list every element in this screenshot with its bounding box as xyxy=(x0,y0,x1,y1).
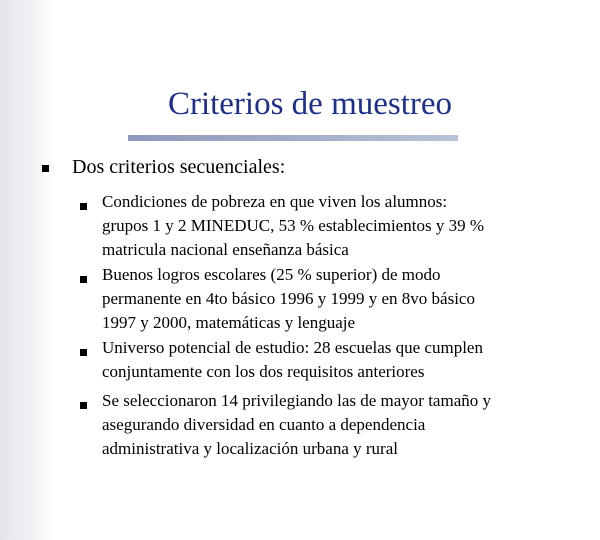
sub-point xyxy=(102,190,572,262)
square-bullet-icon xyxy=(80,203,87,210)
sub-point xyxy=(102,336,572,384)
sub-point xyxy=(102,389,572,461)
title-underline xyxy=(128,135,458,141)
main-point: Dos criterios secuenciales: xyxy=(72,156,286,178)
sub-point xyxy=(102,263,572,335)
sub-point-line: asegurando diversidad en cuanto a dependencia xyxy=(102,415,426,434)
sub-point-line: Se seleccionaron 14 privilegiando las de mayor tamaño y xyxy=(102,391,491,410)
sub-point-line: matricula nacional enseñanza básica xyxy=(102,240,349,259)
square-bullet-icon xyxy=(42,165,49,172)
sub-point-line: Condiciones de pobreza en que viven los alumnos: xyxy=(102,192,448,211)
square-bullet-icon xyxy=(80,349,87,356)
square-bullet-icon xyxy=(80,276,87,283)
square-bullet-icon xyxy=(80,402,87,409)
sub-point-line: 1997 y 2000, matemáticas y lenguaje xyxy=(102,313,356,332)
left-gradient-band xyxy=(0,0,54,540)
sub-point-line: conjuntamente con los dos requisitos anteriores xyxy=(102,362,425,381)
sub-point-line: grupos 1 y 2 MINEDUC, 53 % establecimientos y 39 % xyxy=(102,216,484,235)
slide-title: Criterios de muestreo xyxy=(167,86,453,122)
sub-point-line: Universo potencial de estudio: 28 escuelas que cumplen xyxy=(102,338,483,357)
sub-point-line: Buenos logros escolares (25 % superior) de modo xyxy=(102,265,441,284)
sub-point-line: administrativa y localización urbana y rural xyxy=(102,439,398,458)
sub-point-line: permanente en 4to básico 1996 y 1999 y en 8vo básico xyxy=(102,289,475,308)
